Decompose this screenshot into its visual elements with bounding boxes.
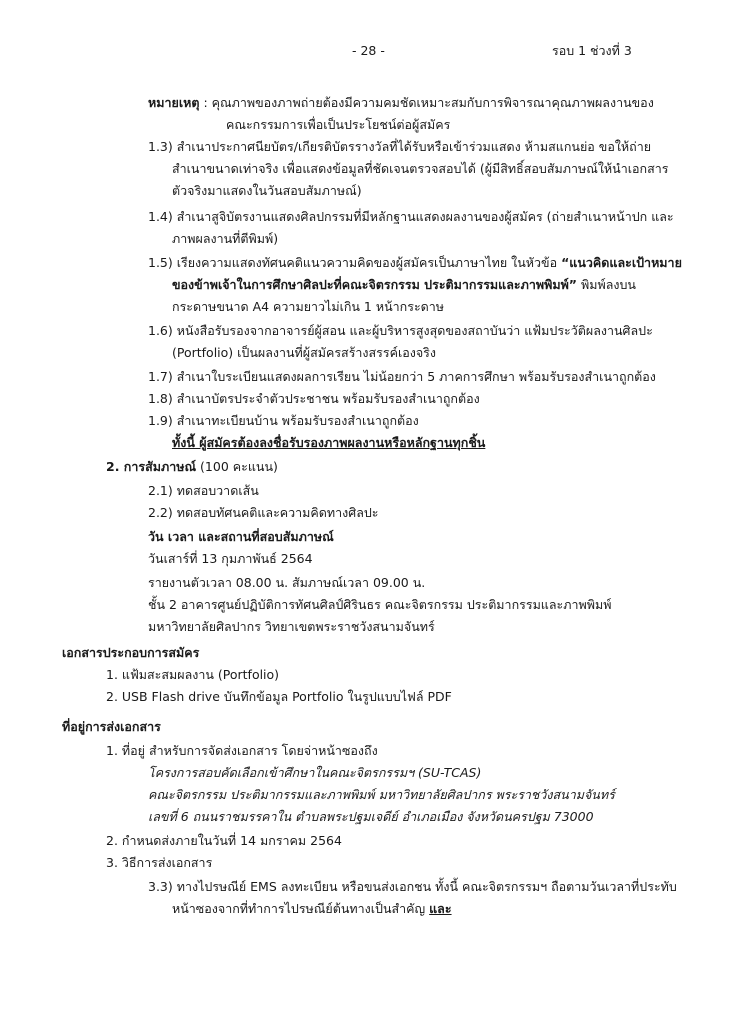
item-1-3-line2: สำเนาขนาดเท่าจริง เพื่อแสดงข้อมูลที่ชัดเจนตรวจสอบได้ (ผู้มีสิทธิ์สอบสัมภาษณ์ให้นำเอกสาร: [172, 161, 669, 176]
interview-when-heading: วัน เวลา และสถานที่สอบสัมภาษณ์: [148, 529, 334, 544]
address-heading: ที่อยู่การส่งเอกสาร: [62, 719, 161, 734]
address-line-1: โครงการสอบคัดเลือกเข้าศึกษาในคณะจิตรกรรมฯ (SU-TCAS): [148, 765, 482, 780]
address-line-3: เลขที่ 6 ถนนราชมรรคาใน ตำบลพระปฐมเจดีย์ อำเภอเมือง จังหวัดนครปฐม 73000: [148, 809, 594, 824]
note-text: : คุณภาพของภาพถ่ายต้องมีความคมชัดเหมาะสมกับการพิจารณาคุณภาพผลงานของ: [203, 95, 654, 110]
note-label: หมายเหตุ: [148, 95, 200, 110]
essay-topic-2: ของข้าพเจ้าในการศึกษาศิลปะที่คณะจิตรกรรม ประติมากรรมและภาพพิมพ์”: [172, 277, 578, 292]
address-item-3-3-text: หน้าซองจากที่ทำการไปรษณีย์ต้นทางเป็นสำคัญ: [172, 901, 430, 916]
address-item-2: 2. กำหนดส่งภายในวันที่ 14 มกราคม 2564: [106, 833, 342, 848]
item-1-9: 1.9) สำเนาทะเบียนบ้าน พร้อมรับรองสำเนาถูกต้อง: [148, 413, 419, 428]
address-item-3-3: 3.3) ทางไปรษณีย์ EMS ลงทะเบียน หรือขนส่งเอกชน ทั้งนี้ คณะจิตรกรรมฯ ถือตามวันเวลาที่ประทับ: [148, 879, 677, 894]
interview-time: รายงานตัวเวลา 08.00 น. สัมภาษณ์เวลา 09.00 น.: [148, 575, 426, 590]
interview-place: ชั้น 2 อาคารศูนย์ปฏิบัติการทัศนศิลป์ศิรินธร คณะจิตรกรรม ประติมากรรมและภาพพิมพ์: [148, 597, 612, 612]
item-1-7: 1.7) สำเนาใบระเบียนแสดงผลการเรียน ไม่น้อยกว่า 5 ภาคการศึกษา พร้อมรับรองสำเนาถูกต้อง: [148, 369, 656, 384]
interview-2-2: 2.2) ทดสอบทัศนคติและความคิดทางศิลปะ: [148, 505, 379, 520]
note: [148, 92, 654, 114]
address-item-3: 3. วิธีการส่งเอกสาร: [106, 855, 213, 870]
docs-item-1: 1. แฟ้มสะสมผลงาน (Portfolio): [106, 667, 280, 682]
note-text-2: คณะกรรมการเพื่อเป็นประโยชน์ต่อผู้สมัคร: [226, 117, 451, 132]
item-1-4-line2: ภาพผลงานที่ตีพิมพ์): [172, 231, 279, 246]
round-label: รอบ 1 ช่วงที่ 3: [552, 43, 632, 58]
item-1-5-print: พิมพ์ลงบน: [577, 277, 636, 292]
item-1-3-line3: ตัวจริงมาแสดงในวันสอบสัมภาษณ์): [172, 183, 362, 198]
item-1-5-line2: [172, 274, 636, 296]
sign-note: ทั้งนี้ ผู้สมัครต้องลงชื่อรับรองภาพผลงานหรือหลักฐานทุกชิ้น: [172, 435, 486, 450]
item-1-4: 1.4) สำเนาสูจิบัตรงานแสดงศิลปกรรมที่มีหลักฐานแสดงผลงานของผู้สมัคร (ถ่ายสำเนาหน้าปก และ: [148, 209, 674, 224]
interview-title: 2. การสัมภาษณ์: [106, 459, 197, 474]
docs-item-2: 2. USB Flash drive บันทึกข้อมูล Portfolio ในรูปแบบไฟล์ PDF: [106, 689, 452, 704]
item-1-6-line2: (Portfolio) เป็นผลงานที่ผู้สมัครสร้างสรรค์เองจริง: [172, 345, 436, 360]
interview-score: (100 คะแนน): [196, 459, 278, 474]
item-1-3: 1.3) สำเนาประกาศนียบัตร/เกียรติบัตรรางวัลที่ได้รับหรือเข้าร่วมแสดง ห้ามสแกนย่อ ขอให้ถ่าย: [148, 139, 652, 154]
item-1-5-text: 1.5) เรียงความแสดงทัศนคติแนวความคิดของผู้สมัครเป็นภาษาไทย ในหัวข้อ: [148, 255, 562, 270]
page-number: - 28 -: [352, 43, 385, 58]
interview-place-2: มหาวิทยาลัยศิลปากร วิทยาเขตพระราชวังสนามจันทร์: [148, 619, 435, 634]
item-1-5: [148, 252, 682, 274]
address-line-2: คณะจิตรกรรม ประติมากรรมและภาพพิมพ์ มหาวิทยาลัยศิลปากร พระราชวังสนามจันทร์: [148, 787, 615, 802]
interview-heading: [106, 456, 278, 478]
docs-heading: เอกสารประกอบการสมัคร: [62, 645, 200, 660]
item-1-6: 1.6) หนังสือรับรองจากอาจารย์ผู้สอน และผู้บริหารสูงสุดของสถาบันว่า แฟ้มประวัติผลงานศิลปะ: [148, 323, 653, 338]
and-word: และ: [429, 901, 452, 916]
item-1-8: 1.8) สำเนาบัตรประจำตัวประชาชน พร้อมรับรองสำเนาถูกต้อง: [148, 391, 480, 406]
interview-date: วันเสาร์ที่ 13 กุมภาพันธ์ 2564: [148, 551, 313, 566]
address-item-3-3-line2: [172, 898, 452, 920]
address-item-1: 1. ที่อยู่ สำหรับการจัดส่งเอกสาร โดยจ่าหน้าซองถึง: [106, 743, 378, 758]
item-1-5-line3: กระดาษขนาด A4 ความยาวไม่เกิน 1 หน้ากระดาษ: [172, 299, 445, 314]
interview-2-1: 2.1) ทดสอบวาดเส้น: [148, 483, 259, 498]
essay-topic: “แนวคิดและเป้าหมาย: [561, 255, 682, 270]
